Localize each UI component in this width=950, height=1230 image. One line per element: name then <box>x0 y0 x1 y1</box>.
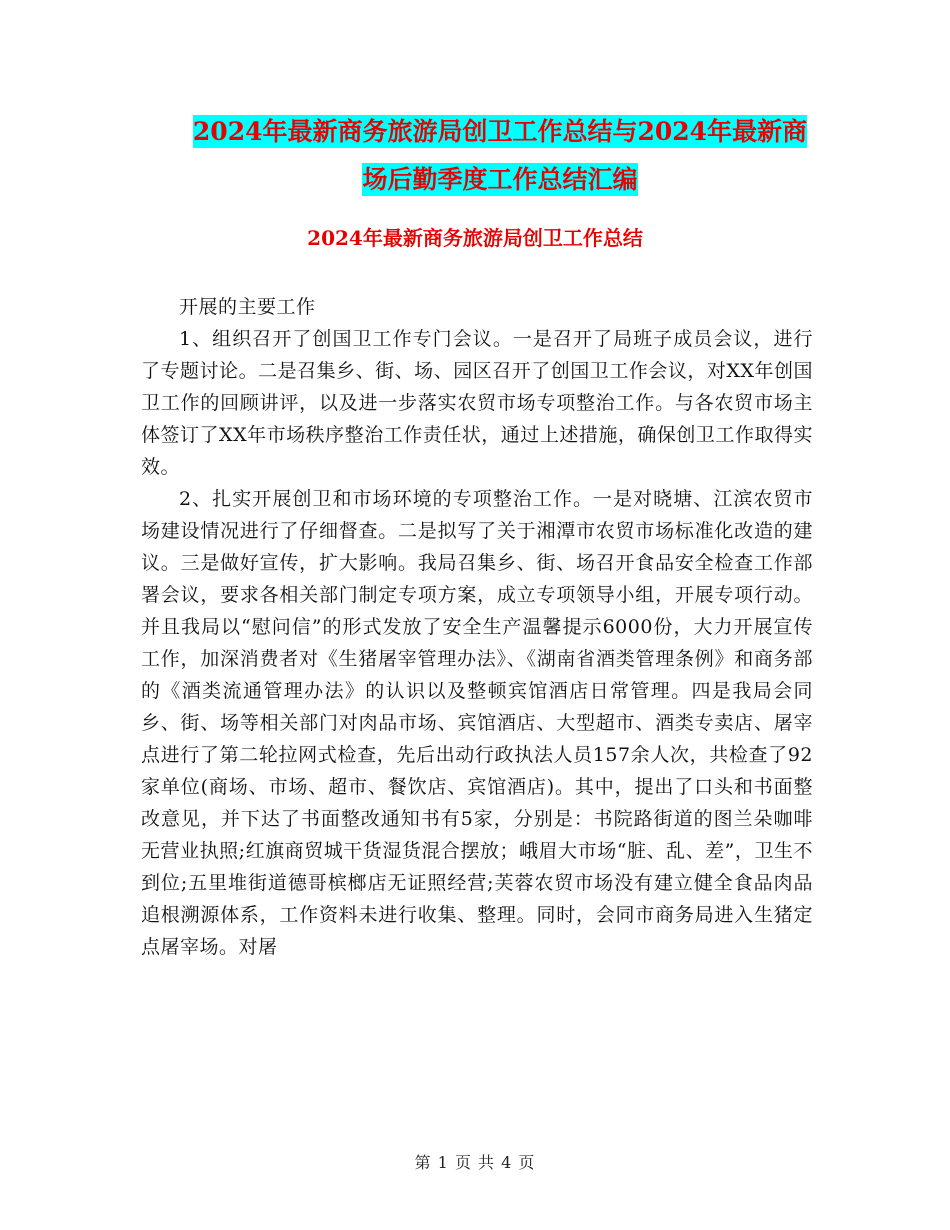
document-title-line-1: 2024年最新商务旅游局创卫工作总结与2024年最新商 <box>192 117 808 146</box>
document-body <box>141 291 813 963</box>
paragraph-heading: 开展的主要工作 <box>179 296 316 318</box>
paragraph: 1、组织召开了创国卫工作专门会议。一是召开了局班子成员会议，进行了专题讨论。二是召集乡、街、场、园区召开了创国卫工作会议，对XX年创国卫工作的回顾讲评，以及进一步落实农贸市场专项整治工作。与各农贸市场主体签订了XX年市场秩序整治工作责任状，通过上述措施，确保创卫工作取得实效。 <box>141 328 813 478</box>
document-title <box>170 108 830 204</box>
document-title-line-2: 场后勤季度工作总结汇编 <box>362 165 638 194</box>
section-title: 2024年最新商务旅游局创卫工作总结 <box>307 226 643 250</box>
page-footer: 第 1 页 共 4 页 <box>414 1153 536 1172</box>
paragraph: 2、扎实开展创卫和市场环境的专项整治工作。一是对晓塘、江滨农贸市场建设情况进行了仔细督查。二是拟写了关于湘潭市农贸市场标准化改造的建议。三是做好宣传，扩大影响。我局召集乡、街、场召开食品安全检查工作部署会议，要求各相关部门制定专项方案，成立专项领导小组，开展专项行动。并且我局以“慰问信”的形式发放了安全生产温馨提示6000份，大力开展宣传工作，加深消费者对《生猪屠宰管理办法》、《湖南省酒类管理条例》和商务部的《酒类流通管理办法》的认识以及整顿宾馆酒店日常管理。四是我局会同乡、街、场等相关部门对肉品市场、宾馆酒店、大型超市、酒类专卖店、屠宰点进行了第二轮拉网式检查，先后出动行政执法人员157余人次，共检查了92家单位(商场、市场、超市、餐饮店、宾馆酒店)。其中，提出了口头和书面整改意见，并下达了书面整改通知书有5家，分别是：书院路街道的图兰朵咖啡无营业执照;红旗商贸城干货湿货混合摆放；峨眉大市场“脏、乱、差”，卫生不到位;五里堆街道德哥槟榔店无证照经营;芙蓉农贸市场没有建立健全食品肉品追根溯源体系，工作资料未进行收集、整理。同时，会同市商务局进入生猪定点屠宰场。对屠 <box>141 488 813 958</box>
